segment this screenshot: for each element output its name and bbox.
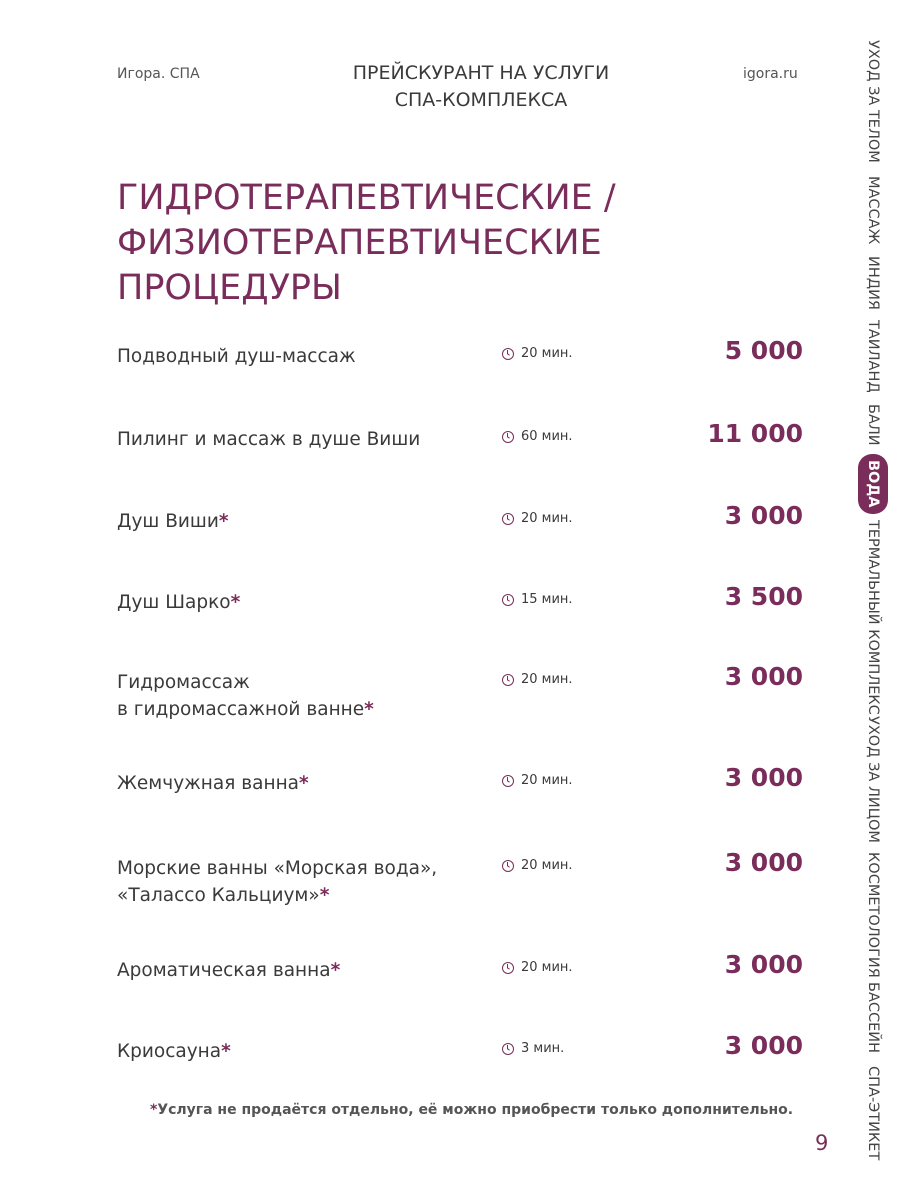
clock-icon xyxy=(502,674,514,686)
nav-item-cosmetology[interactable]: КОСМЕТОЛОГИЯ xyxy=(865,852,881,978)
nav-item-face-care[interactable]: УХОД ЗА ЛИЦОМ xyxy=(865,716,881,843)
service-price: 3 000 xyxy=(724,763,803,792)
section-title-line: ФИЗИОТЕРАПЕВТИЧЕСКИЕ xyxy=(117,223,602,263)
nav-item-pool[interactable]: БАССЕЙН xyxy=(865,982,881,1054)
clock-icon xyxy=(502,431,514,443)
service-name: Гидромассаж в гидромассажной ванне* xyxy=(117,672,374,720)
service-price: 5 000 xyxy=(724,336,803,365)
service-row xyxy=(117,336,807,403)
nav-item-bali[interactable]: БАЛИ xyxy=(865,404,881,446)
side-nav xyxy=(858,40,888,1170)
document-title xyxy=(300,60,662,114)
clock-icon xyxy=(502,348,514,360)
service-price: 3 000 xyxy=(724,950,803,979)
nav-item-india[interactable]: ИНДИЯ xyxy=(865,256,881,310)
service-row xyxy=(117,763,807,830)
service-price: 11 000 xyxy=(707,419,803,448)
service-name: Ароматическая ванна* xyxy=(117,960,341,981)
service-row xyxy=(117,501,807,568)
footnote: *Услуга не продаётся отдельно, её можно приобрести только дополнительно. xyxy=(150,1102,794,1118)
service-row xyxy=(117,419,807,486)
service-row xyxy=(117,582,807,649)
clock-icon xyxy=(502,1043,514,1055)
service-name: Душ Виши* xyxy=(117,511,229,532)
service-duration: 20 мин. xyxy=(502,858,573,873)
section-title xyxy=(117,176,717,311)
service-price: 3 000 xyxy=(724,1031,803,1060)
nav-item-thermal[interactable]: ТЕРМАЛЬНЫЙ КОМПЛЕКС xyxy=(865,520,881,715)
service-price: 3 000 xyxy=(724,501,803,530)
service-name: Душ Шарко* xyxy=(117,592,241,613)
nav-item-massage[interactable]: МАССАЖ xyxy=(865,176,881,245)
service-row xyxy=(117,1031,807,1098)
service-duration: 20 мин. xyxy=(502,960,573,975)
section-title-line: ПРОЦЕДУРЫ xyxy=(117,268,342,308)
service-row xyxy=(117,662,807,729)
service-row xyxy=(117,950,807,1017)
service-price: 3 000 xyxy=(724,662,803,691)
brand-label: Игора. СПА xyxy=(117,66,200,82)
site-link[interactable]: igora.ru xyxy=(743,66,798,82)
service-duration: 20 мин. xyxy=(502,346,573,361)
clock-icon xyxy=(502,513,514,525)
service-duration: 20 мин. xyxy=(502,672,573,687)
service-row xyxy=(117,848,807,915)
section-title-line: ГИДРОТЕРАПЕВТИЧЕСКИЕ / xyxy=(117,178,616,218)
service-duration: 60 мин. xyxy=(502,429,573,444)
service-name: Жемчужная ванна* xyxy=(117,773,309,794)
service-price: 3 500 xyxy=(724,582,803,611)
clock-icon xyxy=(502,594,514,606)
nav-item-thailand[interactable]: ТАИЛАНД xyxy=(865,320,881,393)
page-number: 9 xyxy=(815,1131,829,1155)
service-price: 3 000 xyxy=(724,848,803,877)
nav-item-spa-etiquette[interactable]: СПА-ЭТИКЕТ xyxy=(865,1066,881,1161)
service-name: Криосауна* xyxy=(117,1041,231,1062)
title-line: ПРЕЙСКУРАНТ НА УСЛУГИ xyxy=(352,62,610,84)
title-line: СПА-КОМПЛЕКСА xyxy=(394,89,568,111)
nav-item-body-care[interactable]: УХОД ЗА ТЕЛОМ xyxy=(865,40,881,163)
service-duration: 3 мин. xyxy=(502,1041,564,1056)
service-name: Морские ванны «Морская вода», «Талассо Кальциум»* xyxy=(117,858,438,906)
service-duration: 20 мин. xyxy=(502,773,573,788)
service-name: Пилинг и массаж в душе Виши xyxy=(117,429,421,450)
nav-item-water[interactable]: ВОДА xyxy=(858,454,888,514)
service-name: Подводный душ-массаж xyxy=(117,346,356,367)
service-duration: 20 мин. xyxy=(502,511,573,526)
clock-icon xyxy=(502,962,514,974)
clock-icon xyxy=(502,775,514,787)
clock-icon xyxy=(502,860,514,872)
service-duration: 15 мин. xyxy=(502,592,573,607)
